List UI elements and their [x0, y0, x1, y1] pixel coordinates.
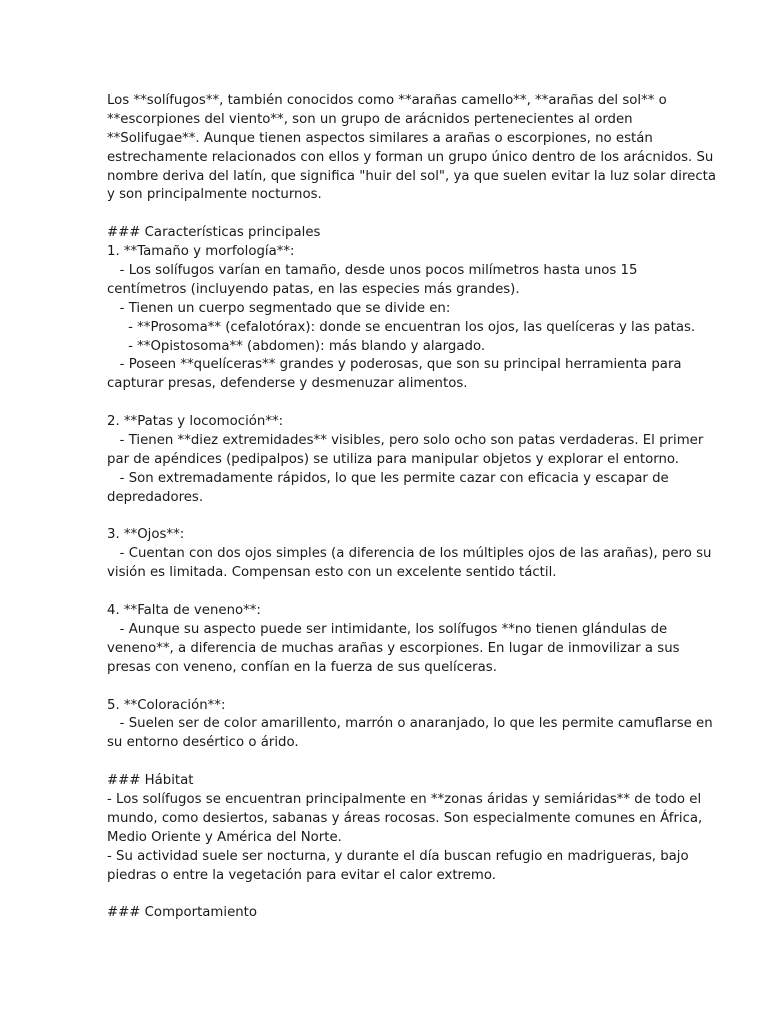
list-item-ojos	[107, 526, 712, 583]
section-heading-comportamiento: ### Comportamiento	[107, 905, 258, 921]
intro-paragraph	[107, 92, 717, 205]
text-line: 5. **Coloración**:	[107, 697, 226, 713]
text-line: visión es limitada. Compensan esto con un excelente sentido táctil.	[107, 565, 557, 581]
text-line: veneno**, a diferencia de muchas arañas y escorpiones. En lugar de inmovilizar a sus	[107, 640, 680, 656]
blank-line	[107, 205, 667, 224]
section-heading-habitat: ### Hábitat	[107, 773, 194, 789]
blank-line	[107, 394, 667, 413]
text-line: centímetros (incluyendo patas, en las especies más grandes).	[107, 281, 520, 297]
text-line: estrechamente relacionados con ellos y forman un grupo único dentro de los arácnidos. Su	[107, 149, 714, 165]
blank-line	[107, 678, 667, 697]
habitat-paragraph	[107, 791, 703, 885]
text-line: - Poseen **quelíceras** grandes y poderosas, que son su principal herramienta para	[107, 357, 682, 373]
list-item-veneno	[107, 602, 680, 678]
blank-line	[107, 508, 667, 527]
text-line: Medio Oriente y América del Norte.	[107, 829, 342, 845]
text-line: piedras o entre la vegetación para evitar el calor extremo.	[107, 867, 496, 883]
text-line: depredadores.	[107, 489, 204, 505]
text-line: 2. **Patas y locomoción**:	[107, 414, 284, 430]
text-line: presas con veneno, confían en la fuerza de sus quelíceras.	[107, 659, 497, 675]
list-item-coloracion	[107, 697, 713, 754]
text-line: **Solifugae**. Aunque tienen aspectos similares a arañas o escorpiones, no están	[107, 130, 653, 146]
text-line: **escorpiones del viento**, son un grupo de arácnidos pertenecientes al orden	[107, 111, 633, 127]
text-line: - Cuentan con dos ojos simples (a diferencia de los múltiples ojos de las arañas), pero su	[107, 546, 712, 562]
text-line: - Suelen ser de color amarillento, marrón o anaranjado, lo que les permite camuflarse en	[107, 716, 713, 732]
blank-line	[107, 885, 667, 904]
document-body	[107, 92, 717, 923]
text-line: - Los solífugos se encuentran principalmente en **zonas áridas y semiáridas** de todo el	[107, 791, 702, 807]
text-line: mundo, como desiertos, sabanas y áreas rocosas. Son especialmente comunes en África,	[107, 810, 703, 826]
text-line: su entorno desértico o árido.	[107, 735, 299, 751]
text-line: y son principalmente nocturnos.	[107, 187, 322, 203]
text-line: - Su actividad suele ser nocturna, y durante el día buscan refugio en madrigueras, bajo	[107, 848, 689, 864]
list-item-patas	[107, 413, 704, 507]
section-heading-caracteristicas: ### Características principales	[107, 225, 321, 241]
list-item-tamano	[107, 243, 696, 394]
text-line: - Los solífugos varían en tamaño, desde unos pocos milímetros hasta unos 15	[107, 263, 638, 279]
text-line: capturar presas, defenderse y desmenuzar alimentos.	[107, 376, 468, 392]
text-line: - **Opistosoma** (abdomen): más blando y alargado.	[107, 338, 486, 354]
text-line: par de apéndices (pedipalpos) se utiliza para manipular objetos y explorar el entorno.	[107, 451, 680, 467]
blank-line	[107, 753, 667, 772]
text-line: - Aunque su aspecto puede ser intimidante, los solífugos **no tienen glándulas de	[107, 621, 668, 637]
text-line: 3. **Ojos**:	[107, 527, 185, 543]
blank-line	[107, 583, 667, 602]
text-line: nombre deriva del latín, que significa "huir del sol", ya que suelen evitar la luz solar directa	[107, 168, 717, 184]
text-line: - Tienen **diez extremidades** visibles, pero solo ocho son patas verdaderas. El primer	[107, 433, 704, 449]
text-line: 4. **Falta de veneno**:	[107, 603, 261, 619]
text-line: - Tienen un cuerpo segmentado que se divide en:	[107, 300, 451, 316]
text-line: Los **solífugos**, también conocidos como **arañas camello**, **arañas del sol** o	[107, 93, 667, 108]
text-line: - **Prosoma** (cefalotórax): donde se encuentran los ojos, las quelíceras y las patas.	[107, 319, 696, 335]
text-line: 1. **Tamaño y morfología**:	[107, 244, 295, 260]
text-line: - Son extremadamente rápidos, lo que les permite cazar con eficacia y escapar de	[107, 470, 669, 486]
